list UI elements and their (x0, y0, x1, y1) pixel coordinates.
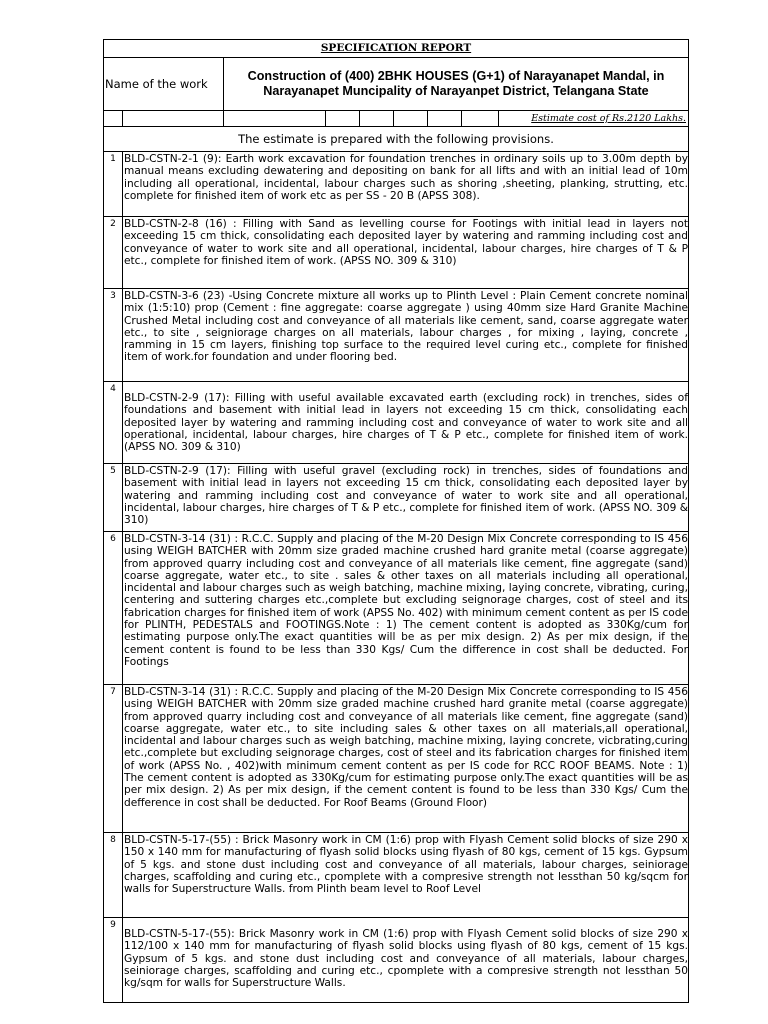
item-description: BLD-CSTN-3-6 (23) -Using Concrete mixture all works up to Plinth Level : Plain Cement concrete nominal mix (1:5:10) prop (Cement : fine aggregate: coarse aggregate ) using 40mm size Hard Granite Machine Crushed Metal including cost and conveyance of all materials like cement, sand, coarse aggregate water etc., to site , seigniorage charges on all materials, labour charges , for mixing , laying, concrete , ramming in 15 cm layers, finishing top surface to the required level curing etc., complete for finished item of work.for foundation and under flooring bed. (124, 290, 688, 364)
item-number: 8 (104, 833, 123, 917)
specification-report-table (103, 39, 689, 1003)
item-description: BLD-CSTN-3-14 (31) : R.C.C. Supply and placing of the M-20 Design Mix Concrete corresponding to IS 456 using WEIGH BATCHER with 20mm size graded machine crushed hard granite metal (coarse aggregate) from approved quarry including cost and conveyance of all materials like cement, fine aggregate (sand) coarse aggregate, water etc., to site . sales & other taxes on all materials including all operational, incidental and labour charges such as weigh batching, machine mixing, laying concrete, vibrating, curing, centering and suttering charges etc.,complete but excluding seignorage charges, cost of steel and its fabrication charges for finished item of work (APSS No. 402) with minimum cement content as per IS code for PLINTH, PEDESTALS and FOOTINGS.Note : 1) The cement content is adopted as 330Kg/cum for estimating purpose only.The exact quantities will be as per mix design. 2) As per mix design, if the cement content is found to be less than 330 Kgs/ Cum the difference in cost shall be deducted. For Footings (124, 533, 688, 668)
item-number: 9 (104, 918, 123, 1002)
name-of-work-label: Name of the work (104, 58, 224, 110)
list-item (104, 918, 688, 1002)
cost-cell (428, 111, 462, 126)
cost-cell (360, 111, 394, 126)
item-number: 2 (104, 217, 123, 288)
name-of-work-value: Construction of (400) 2BHK HOUSES (G+1) of Narayanapet Mandal, in Narayanapet Muncipality of Narayanpet District, Telangana State (247, 69, 665, 98)
item-description: BLD-CSTN-2-9 (17): Filling with useful available excavated earth (excluding rock) in trenches, sides of foundations and basement with initial lead in layers not exceeding 15 cm thick, consolidating each deposited layer by watering and ramming including cost and conveyance of water to work site and all operational, incidental, labour charges, hire charges of T & P etc., complete for finished item of work. (APSS NO. 309 & 310) (124, 392, 688, 454)
item-number: 3 (104, 289, 123, 381)
item-description: BLD-CSTN-3-14 (31) : R.C.C. Supply and placing of the M-20 Design Mix Concrete corresponding to IS 456 using WEIGH BATCHER with 20mm size graded machine crushed hard granite metal (coarse aggregate) from approved quarry including cost and conveyance of all materials like cement, fine aggregate (sand) coarse aggregate, water etc., to site including sales & other taxes on all materials,all operational, incidental and labour charges such as weigh batching, machine mixing, laying concrete, vicbrating,curing etc.,complete but excluding seignorage charges, cost of steel and its fabrication charges for finished item of work (APSS No. , 402)with minimum cement content as per IS code for RCC ROOF BEAMS. Note : 1) The cement content is adopted as 330Kg/cum for estimating purpose only.The exact quantities will be as per mix design. 2) As per mix design, if the cement content is found to be less than 330 Kgs/ Cum the defference in cost shall be deducted. For Roof Beams (Ground Floor) (124, 686, 688, 809)
report-title: SPECIFICATION REPORT (104, 40, 688, 58)
list-item (104, 532, 688, 685)
list-item (104, 289, 688, 382)
name-of-work-row (104, 58, 688, 111)
item-description: BLD-CSTN-5-17-(55): Brick Masonry work in CM (1:6) prop with Flyash Cement solid blocks of size 290 x 112/100 x 140 mm for manufacturing of flyash solid blocks using flyash of 80 kgs, cement of 15 kgs. Gypsum of 5 kgs. and stone dust including cost and conveyance of all materials, labour charges, seiniorage charges, scaffolding and curing etc., cpomplete with a compresive strength not lessthan 50 kg/sqm for walls for Superstructure Walls. (124, 928, 688, 990)
list-item (104, 685, 688, 833)
cost-cell (104, 111, 123, 126)
estimate-cost: Estimate cost of Rs.2120 Lakhs. (531, 113, 686, 124)
cost-cell (224, 111, 326, 126)
item-description: BLD-CSTN-2-8 (16) : Filling with Sand as levelling course for Footings with initial lead in layers not exceeding 15 cm thick, consolidating each deposited layer by watering and ramming including cost and conveyance of water to work site and all operational, incidental, labour charges, hire charges of T & P etc., complete for finished item of work. (APSS NO. 309 & 310) (124, 218, 688, 267)
list-item (104, 833, 688, 918)
item-number: 1 (104, 152, 123, 216)
intro-text: The estimate is prepared with the following provisions. (104, 127, 688, 152)
item-description: BLD-CSTN-5-17-(55) : Brick Masonry work in CM (1:6) prop with Flyash Cement solid blocks of size 290 x 150 x 140 mm for manufacturing of flyash solid blocks using flyash of 80 kgs, cement of 15 kgs. Gypsum of 5 kgs. and stone dust including cost and conveyance of all materials, labour charges, seiniorage charges, scaffolding and curing etc., cpomplete with a compresive strength not lessthan 50 kg/sqcm for walls for Superstructure Walls. from Plinth beam level to Roof Level (124, 834, 688, 896)
item-number: 7 (104, 685, 123, 832)
cost-cell (462, 111, 499, 126)
item-number: 4 (104, 382, 123, 463)
item-number: 5 (104, 464, 123, 531)
list-item (104, 217, 688, 289)
list-item (104, 382, 688, 464)
item-description: BLD-CSTN-2-1 (9): Earth work excavation for foundation trenches in ordinary soils up to 3.00m depth by manual means excluding dewatering and depositing on bank for all lifts and with an initial lead of 10m including all operational, incidental, labour charges such as shoring ,sheeting, planking, strutting, etc. complete for finished item of work etc as per SS - 20 B (APSS 308). (124, 153, 688, 202)
item-description: BLD-CSTN-2-9 (17): Filling with useful gravel (excluding rock) in trenches, sides of foundations and basement with initial lead in layers not exceeding 15 cm thick, consolidating each deposited layer by watering and ramming including cost and conveyance of water to work site and all operational, incidental, labour charges, hire charges of T & P etc., complete for finished item of work. (APSS NO. 309 & 310) (124, 465, 688, 527)
cost-cell (123, 111, 224, 126)
list-item (104, 464, 688, 532)
cost-cell (326, 111, 360, 126)
cost-cell (394, 111, 428, 126)
item-number: 6 (104, 532, 123, 684)
estimate-cost-row (104, 111, 688, 127)
list-item (104, 152, 688, 217)
